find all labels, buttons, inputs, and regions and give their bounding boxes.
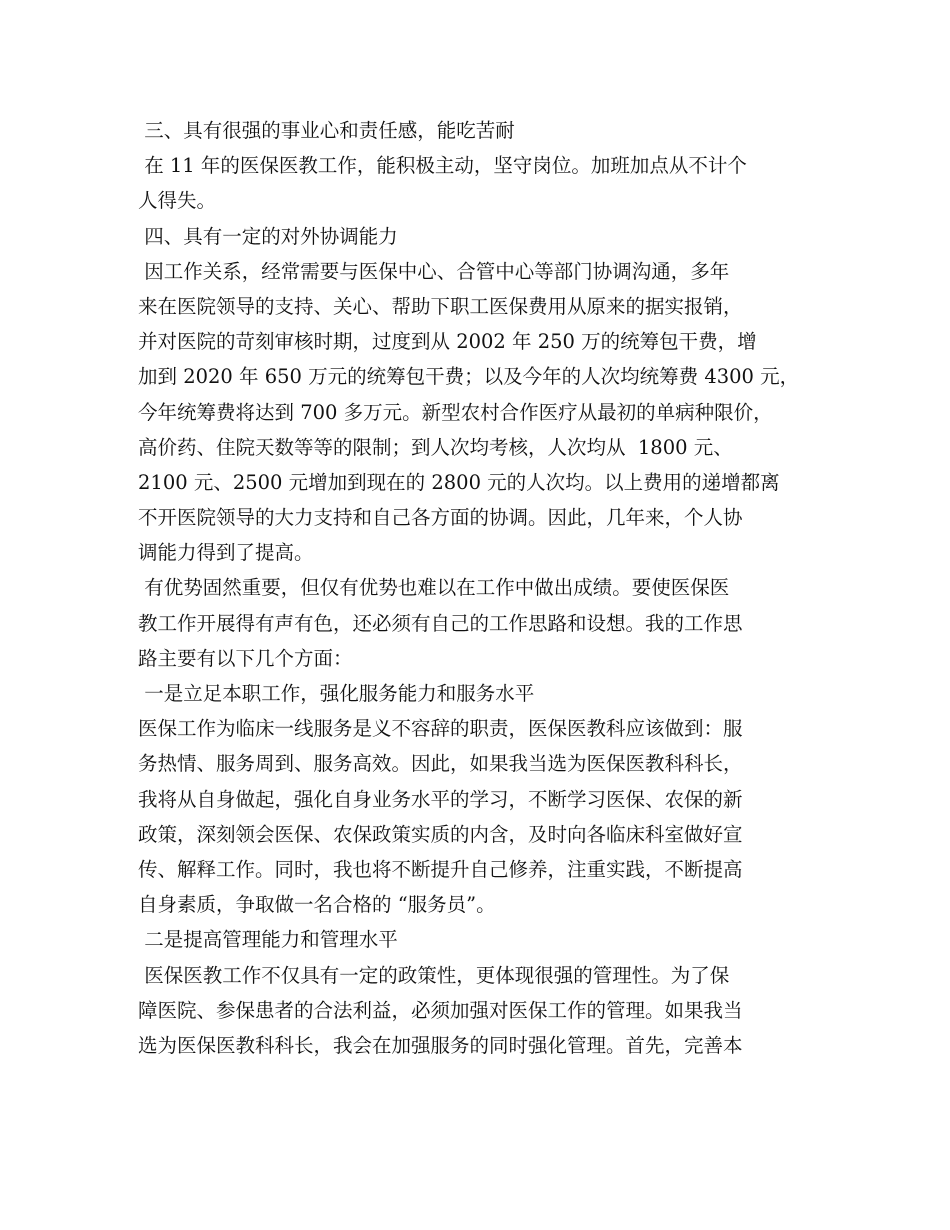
text-line: 传、解释工作。同时，我也将不断提升自己修养，注重实践，不断提高	[138, 857, 743, 881]
text-line: 在 11 年的医保医教工作，能积极主动，坚守岗位。加班加点从不计个	[138, 154, 747, 178]
text-line: 有优势固然重要，但仅有优势也难以在工作中做出成绩。要使医保医	[138, 576, 730, 600]
text-line: 三、具有很强的事业心和责任感，能吃苦耐	[138, 119, 515, 142]
text-line: 今年统筹费将达到 700 多万元。新型农村合作医疗从最初的单病种限价，	[138, 400, 773, 424]
text-line: 我将从自身做起，强化自身业务水平的学习，不断学习医保、农保的新	[138, 787, 743, 811]
text-line: 选为医保医教科科长，我会在加强服务的同时强化管理。首先，完善本	[138, 1033, 743, 1057]
document-body	[138, 113, 828, 1063]
text-line: 来在医院领导的支持、关心、帮助下职工医保费用从原来的据实报销，	[138, 294, 743, 318]
text-line: 政策，深刻领会医保、农保政策实质的内含，及时向各临床科室做好宣	[138, 822, 743, 846]
text-line: 一是立足本职工作，强化服务能力和服务水平	[138, 682, 535, 705]
text-line: 高价药、住院天数等等的限制；到人次均考核，人次均从 1800 元、	[138, 435, 733, 459]
text-line: 务热情、服务周到、服务高效。因此，如果我当选为医保医教科科长，	[138, 752, 743, 776]
text-line: 并对医院的苛刻审核时期，过度到从 2002 年 250 万的统筹包干费，增	[138, 330, 757, 354]
text-line: 不开医院领导的大力支持和自己各方面的协调。因此，几年来，个人协	[138, 506, 743, 530]
text-line: 四、具有一定的对外协调能力	[138, 224, 398, 248]
text-line: 路主要有以下几个方面：	[138, 646, 353, 670]
text-line: 调能力得到了提高。	[138, 541, 314, 565]
text-line: 二是提高管理能力和管理水平	[138, 928, 398, 952]
text-line: 医保工作为临床一线服务是义不容辞的职责，医保医教科应该做到：服	[138, 717, 743, 741]
text-line: 2100 元、2500 元增加到现在的 2800 元的人次均。以上费用的递增都离	[138, 470, 780, 494]
text-line: 人得失。	[138, 189, 217, 213]
text-line: 医保医教工作不仅具有一定的政策性，更体现很强的管理性。为了保	[138, 963, 730, 987]
text-line: 加到 2020 年 650 万元的统筹包干费；以及今年的人次均统筹费 4300 元，	[138, 365, 800, 389]
text-line: 自身素质，争取做一名合格的 “服务员”。	[138, 893, 496, 917]
text-line: 教工作开展得有声有色，还必须有自己的工作思路和设想。我的工作思	[138, 611, 743, 635]
text-line: 障医院、参保患者的合法利益，必须加强对医保工作的管理。如果我当	[138, 998, 743, 1022]
text-line: 因工作关系，经常需要与医保中心、合管中心等部门协调沟通，多年	[138, 259, 730, 283]
